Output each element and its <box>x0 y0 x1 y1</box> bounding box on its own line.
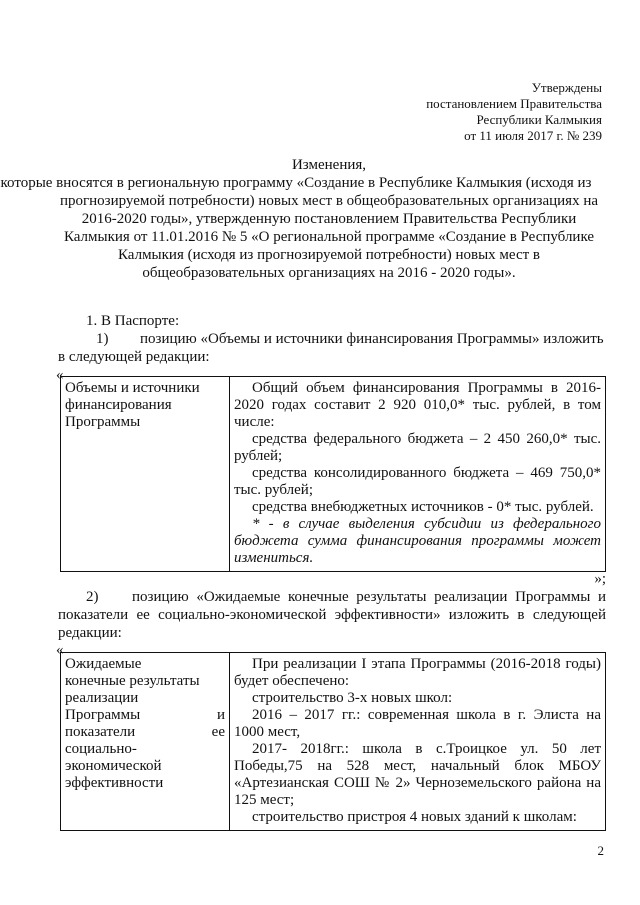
results-table <box>60 652 606 831</box>
results-annex: строительство пристроя 4 новых зданий к школам: <box>252 809 577 825</box>
approval-line: Утверждены <box>531 80 602 95</box>
label-line: Ожидаемые <box>65 656 142 672</box>
label-line: экономической <box>65 758 162 774</box>
table-row <box>61 377 606 572</box>
table-cell-label <box>61 653 230 831</box>
financing-federal: средства федерального бюджета – 2 450 260,0* тыс. рублей; <box>234 431 601 464</box>
label-line: эффективности <box>65 775 164 791</box>
title-head: Изменения, <box>291 157 367 173</box>
close-quote: »; <box>594 571 606 587</box>
financing-total: Общий объем финансирования Программы в 2016-2020 годах составит 2 920 010,0* тыс. рублей, в том числе: <box>234 380 601 430</box>
label-word: показатели <box>65 724 136 740</box>
table-cell-content <box>230 653 606 831</box>
label-line: реализации <box>65 690 139 706</box>
label-line <box>65 707 225 724</box>
table-cell-label: Объемы и источники финансирования Программы <box>61 377 230 572</box>
label-line: конечные результаты <box>65 673 200 689</box>
label-line: социально- <box>65 741 137 757</box>
document-title <box>0 156 600 282</box>
item-1-text: позицию «Объемы и источники финансирования Программы» изложить <box>140 331 604 347</box>
item-2 <box>58 588 606 642</box>
results-stage: При реализации I этапа Программы (2016-2018 годы) будет обеспечено: <box>234 656 601 689</box>
table-row <box>61 653 606 831</box>
results-2016: 2016 – 2017 гг.: современная школа в г. Элиста на 1000 мест, <box>234 707 601 740</box>
item-1 <box>58 330 606 366</box>
financing-note: * - в случае выделения субсидии из федерального бюджета сумма финансирования программы может измениться. <box>234 516 601 566</box>
financing-table <box>60 376 606 572</box>
results-construction: строительство 3-х новых школ: <box>252 690 453 706</box>
financing-extrabudget: средства внебюджетных источников - 0* тыс. рублей. <box>252 499 594 515</box>
approval-line: Республики Калмыкия <box>476 112 602 127</box>
open-quote: « <box>56 642 64 658</box>
item-1-continuation: в следующей редакции: <box>58 349 210 365</box>
section-heading: 1. В Паспорте: <box>86 313 180 329</box>
item-2-text: позицию «Ожидаемые конечные результаты реализации Программы и показатели ее социально-экономической эффективности» изложить в следующей редакции: <box>58 589 606 641</box>
open-quote: « <box>56 367 64 383</box>
page-number: 2 <box>597 843 604 858</box>
label-word: и <box>216 707 225 723</box>
label-line <box>65 724 225 741</box>
label-word: Программы <box>65 707 141 723</box>
item-2-number: 2) <box>86 589 99 605</box>
financing-consolidated: средства консолидированного бюджета – 469 750,0* тыс. рублей; <box>234 465 601 498</box>
approval-line: постановлением Правительства <box>426 96 602 111</box>
label-word: ее <box>211 724 225 740</box>
table-cell-content <box>230 377 606 572</box>
approval-block <box>426 80 602 144</box>
approval-line: от 11 июля 2017 г. № 239 <box>464 128 602 143</box>
title-body: которые вносятся в региональную программу «Создание в Республике Калмыкия (исходя из прогнозируемой потребности) новых мест в общеобразовательных организациях на 2016-2020 годы», утвержденную постановлением Правительства Республики Калмыкия от 11.01.2016 № 5 «О региональной программе «Создание в Республике Калмыкия (исходя из прогнозируемой потребности) новых мест в общеобразовательных организациях на 2016 - 2020 годы». <box>0 175 599 281</box>
results-2017: 2017- 2018гг.: школа в с.Троицкое ул. 50 лет Победы,75 на 528 мест, начальный блок МБОУ «Артезианская СОШ № 2» Черноземельского района на 125 мест; <box>234 741 601 808</box>
item-1-number: 1) <box>96 331 109 347</box>
